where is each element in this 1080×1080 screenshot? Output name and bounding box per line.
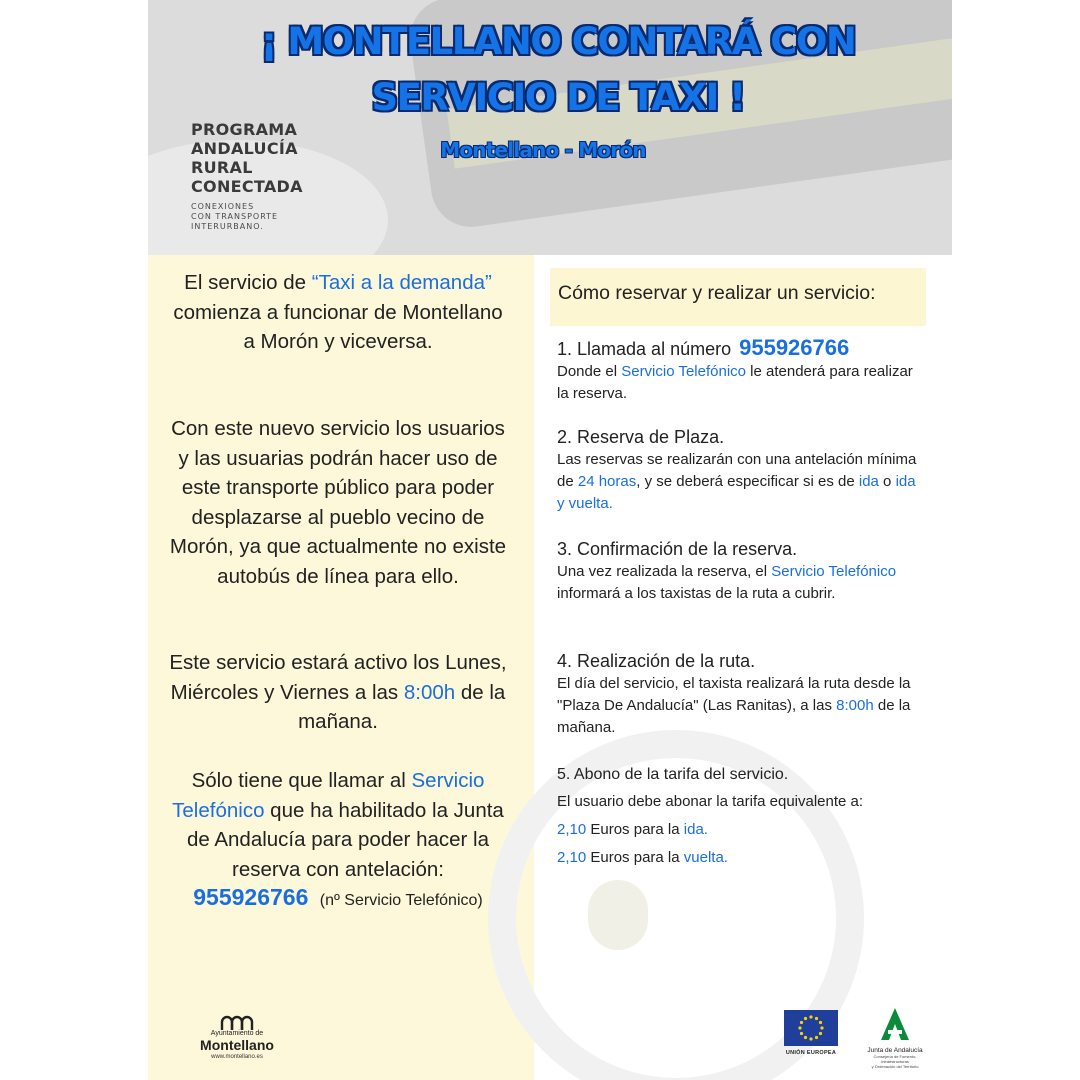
step-payment: 5. Abono de la tarifa del servicio. El usuario debe abonar la tarifa equivalente a: 2,10 Euros para la ida. 2,10 Euros para la vuelta. (557, 763, 917, 869)
schedule-paragraph: Este servicio estará activo los Lunes, Miércoles y Viernes a las 8:00h de la mañana. (169, 651, 507, 733)
title-line-2: SERVICIO DE TAXI ! (371, 76, 745, 119)
taxi-demand-highlight: “Taxi a la demanda” (311, 271, 492, 294)
step-heading: 1. Llamada al número (557, 339, 732, 359)
headset-watermark-mic (588, 880, 648, 950)
step-heading: 3. Confirmación de la reserva. (557, 539, 798, 559)
eu-flag-icon (784, 1010, 838, 1046)
step-route: 4. Realización de la ruta. El día del servicio, el taxista realizará la ruta desde la "Plaza De Andalucía" (Las Ranitas), a las 8:00h de la mañana. (557, 649, 917, 739)
call-paragraph: Sólo tiene que llamar al Servicio Telefónico que ha habilitado la Junta de Andalucía para poder hacer la reserva con antelación: (172, 769, 504, 881)
program-line: ANDALUCÍA (191, 139, 298, 158)
program-small-line: CON TRANSPORTE (191, 212, 279, 221)
fare-value: 2,10 (557, 821, 587, 838)
header-banner (148, 0, 952, 255)
phone-number[interactable]: 955926766 (193, 884, 309, 910)
step-heading: 4. Realización de la ruta. (557, 651, 756, 671)
step-phone-number[interactable]: 955926766 (739, 335, 850, 360)
step-call: 1. Llamada al número 955926766 Donde el Servicio Telefónico le atenderá para realizar la reserva. (557, 335, 913, 402)
howto-banner (550, 268, 926, 326)
phone-line (168, 883, 508, 916)
phone-note: (nº Servicio Telefónico) (319, 892, 483, 909)
junta-a-icon (875, 1006, 915, 1042)
step-reservation: 2. Reserva de Plaza. Las reservas se realizarán con una antelación mínima de 24 horas, y se deberá especificar si es de ida o ida y vuelta. (557, 427, 917, 512)
arches-icon (220, 1014, 254, 1030)
page-title (208, 14, 908, 126)
time-highlight: 8:00h (403, 680, 456, 704)
fare-value: 2,10 (557, 849, 587, 866)
program-small-line: CONEXIONES (191, 202, 255, 211)
step-heading: 5. Abono de la tarifa del servicio. (557, 766, 789, 783)
program-small-line: INTERURBANO. (191, 222, 264, 231)
title-line-1: ¡ MONTELLANO CONTARÁ CON (260, 20, 856, 63)
route-subtitle: Montellano - Morón (440, 138, 646, 162)
intro-paragraph: El servicio de “Taxi a la demanda” comienza a funcionar de Montellano a Morón y viceversa. (173, 271, 503, 353)
program-line: PROGRAMA (191, 120, 298, 139)
eu-logo: UNIÓN EUROPEA (783, 1010, 839, 1056)
program-line: CONECTADA (191, 177, 303, 196)
poster (148, 0, 952, 1080)
service-description: Con este nuevo servicio los usuarios y las usuarias podrán hacer uso de este transporte público para poder desplazarse al pueblo vecino de Morón, ya que actualmente no existe autobús de línea para ello. (169, 417, 507, 588)
program-logo (191, 120, 303, 232)
montellano-logo: Ayuntamiento de Montellano www.montellano.es (192, 1014, 282, 1061)
step-heading: 2. Reserva de Plaza. (557, 427, 725, 447)
junta-andalucia-logo: Junta de Andalucía Consejería de Fomento, Infraestructuras y Ordenación del Territorio (860, 1006, 930, 1069)
phone-service-highlight: Servicio Telefónico (172, 769, 485, 822)
step-confirmation: 3. Confirmación de la reserva. Una vez realizada la reserva, el Servicio Telefónico informará a los taxistas de la ruta a cubrir. (557, 537, 917, 605)
program-line: RURAL (191, 158, 253, 177)
howto-heading: Cómo reservar y realizar un servicio: (558, 282, 876, 304)
